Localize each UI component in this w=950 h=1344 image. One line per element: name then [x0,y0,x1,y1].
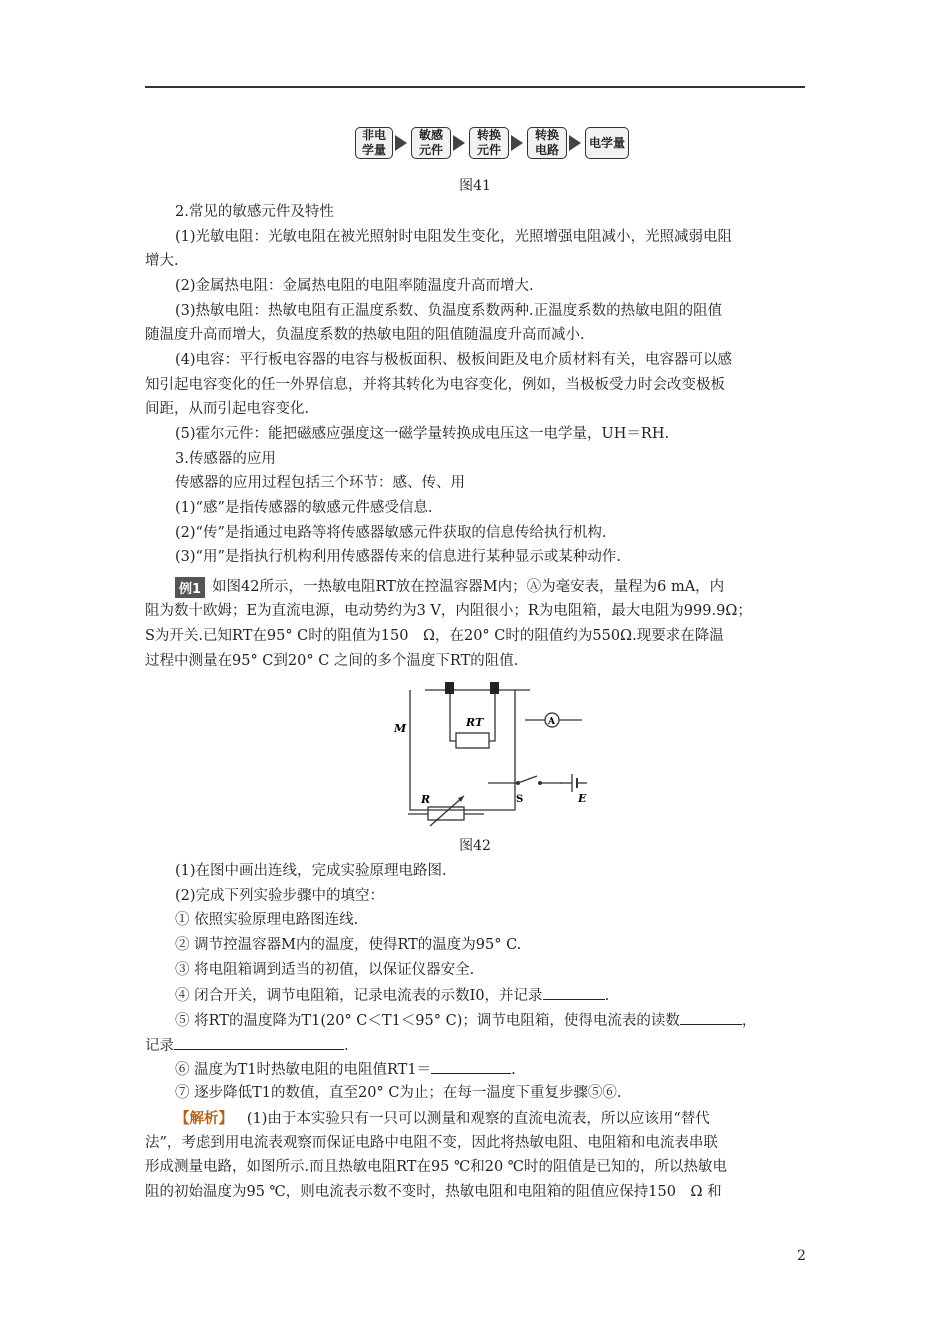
flow-box-sensitive [411,127,451,159]
text-line: 增大. [145,253,179,269]
ammeter-label: A [548,717,555,727]
arrow-icon [511,135,523,151]
r-label: R [421,793,431,806]
text-line: 过程中测量在95° C到20° C 之间的多个温度下RT的阻值. [145,653,519,669]
terminal-icon [490,682,499,694]
rt-label: RT [466,716,484,729]
answer-blank[interactable] [174,1035,344,1050]
text-line: 间距，从而引起电容变化. [145,401,310,417]
text-line: (5)霍尔元件：能把磁感应强度这一磁学量转换成电压这一电学量，UH＝RH. [175,426,670,442]
text-line: (3)热敏电阻：热敏电阻有正温度系数、负温度系数两种.正温度系数的热敏电阻的阻值 [175,303,723,319]
answer-blank[interactable] [543,985,605,1000]
text-line: 2.常见的敏感元件及特性 [175,204,334,220]
answer-blank[interactable] [680,1010,742,1025]
header-rule [145,86,805,88]
flow-label: 电学量 [588,135,625,150]
flow-label: 转换 电路 [534,128,559,157]
flow-box-circuit [527,127,567,159]
arrow-icon [395,135,407,151]
flow-box-conversion [469,127,509,159]
page-number: 2 [797,1248,806,1264]
punct: . [604,988,610,1004]
text-line: 3.传感器的应用 [175,451,276,467]
arrow-icon [569,135,581,151]
analysis-tag: 【解析】 [175,1110,233,1127]
step-text: ④ 闭合开关，调节电阻箱，记录电流表的示数I0，并记录 [175,988,543,1004]
flow-box-non-electric [355,127,393,159]
step-text: 记录 [145,1038,174,1054]
flow-label: 转换 元件 [476,128,501,157]
circuit-diagram [390,678,600,828]
punct: . [511,1062,516,1078]
punct: ， [741,1013,757,1029]
text-line: (2)金属热电阻：金属热电阻的电阻率随温度升高而增大. [175,278,534,294]
text-line: 传感器的应用过程包括三个环节：感、传、用 [175,475,465,491]
text-line: (2)完成下列实验步骤中的填空： [175,888,385,904]
text-line: S为开关.已知RT在95° C时的阻值为150 Ω，在20° C时的阻值约为550Ω.现要求在降温 [145,628,724,644]
source-label: E [578,792,587,805]
figure-caption: 图41 [459,178,491,194]
text-line [175,1059,837,1080]
text-line: (3)“用”是指执行机构利用传感器传来的信息进行某种显示或某种动作. [175,549,621,565]
text-line: 知引起电容变化的任一外界信息，并将其转化为电容变化，例如，当极板受力时会改变极板 [145,377,725,393]
punct: . [344,1038,349,1054]
text-line [175,985,837,1006]
analysis-text: (1)由于本实验只有一只可以测量和观察的直流电流表，所以应该用“替代 [246,1111,710,1127]
flow-box-electric [585,127,629,159]
figure-caption: 图42 [459,838,491,854]
text-line: ⑦ 逐步降低T1的数值，直至20° C为止；在每一温度下重复步骤⑤⑥. [175,1085,622,1101]
step-text: ⑥ 温度为T1时热敏电阻的电阻值RT1＝ [175,1062,432,1078]
flow-label: 敏感 元件 [418,128,443,157]
switch-label: S [516,794,524,805]
text-line: (4)电容：平行板电容器的电容与极板面积、极板间距及电介质材料有关，电容器可以感 [175,352,733,368]
text-line: 法”，考虑到用电流表观察而保证电路中电阻不变，因此将热敏电阻、电阻箱和电流表串联 [145,1135,718,1151]
terminal-icon [445,682,454,694]
text-line: 随温度升高而增大，负温度系数的热敏电阻的阻值随温度升高而减小. [145,327,585,343]
text-line: (1)“感”是指传感器的敏感元件感受信息. [175,500,433,516]
answer-blank[interactable] [431,1059,511,1074]
text-line: 如图42所示，一热敏电阻RT放在控温容器M内；Ⓐ为毫安表，量程为6 mA，内 [212,579,725,595]
m-label: M [394,722,407,735]
text-line: 阻的初始温度为95 ℃，则电流表示数不变时，热敏电阻和电阻箱的阻值应保持150 Ω 和 [145,1184,722,1200]
example-tag: 例1 [175,577,205,598]
text-line: ② 调节控温容器M内的温度，使得RT的温度为95° C. [175,937,522,953]
text-line: 形成测量电路，如图所示.而且热敏电阻RT在95 ℃和20 ℃时的阻值是已知的，所以热敏电 [145,1159,728,1175]
text-line: (1)在图中画出连线，完成实验原理电路图. [175,863,447,879]
analysis-line [175,1109,837,1129]
step-text: ⑤ 将RT的温度降为T1(20° C＜T1＜95° C)；调节电阻箱，使得电流表的读数 [175,1013,680,1029]
text-line: 阻为数十欧姆；E为直流电源，电动势约为3 V，内阻很小；R为电阻箱，最大电阻为999.9Ω； [145,603,752,619]
flow-label: 非电 学量 [361,128,386,157]
text-line: (2)“传”是指通过电路等将传感器敏感元件获取的信息传给执行机构. [175,525,607,541]
text-line [145,1035,807,1056]
arrow-icon [453,135,465,151]
text-line [175,1010,837,1031]
text-line: ③ 将电阻箱调到适当的初值，以保证仪器安全. [175,962,475,978]
text-line: (1)光敏电阻：光敏电阻在被光照射时电阻发生变化，光照增强电阻减小，光照减弱电阻 [175,229,733,245]
text-line: ① 依照实验原理电路图连线. [175,912,359,928]
